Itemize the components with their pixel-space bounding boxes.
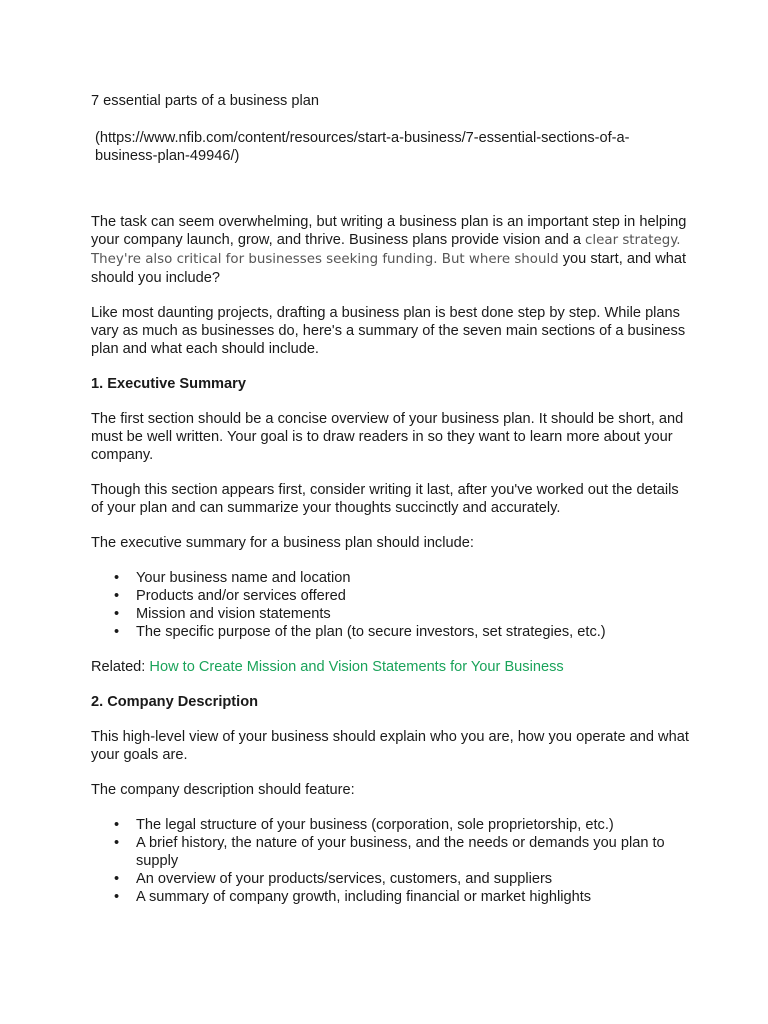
list-item: • A brief history, the nature of your business, and the needs or demands you plan to supply: [91, 834, 691, 870]
intro-text-b: clear strategy. They're also critical for businesses seeking funding. But where should: [91, 233, 681, 267]
document-page: [91, 92, 691, 923]
list-item: • A summary of company growth, including financial or market highlights: [91, 888, 691, 906]
document-title: 7 essential parts of a business plan: [91, 93, 319, 109]
intro-text-c: you start, and what should you include?: [91, 251, 687, 286]
list-item: • The legal structure of your business (corporation, sole proprietorship, etc.): [91, 816, 691, 834]
executive-summary-paragraph-3: The executive summary for a business plan should include:: [91, 535, 474, 551]
related-link[interactable]: How to Create Mission and Vision Statements for Your Business: [149, 659, 564, 675]
related-line: [91, 658, 691, 676]
intro-text-a: The task can seem overwhelming, but writing a business plan is an important step in helping your company launch, grow, and thrive. Business plans provide vision and a: [91, 214, 687, 248]
section-heading-company-description: 2. Company Description: [91, 694, 259, 710]
related-label: Related:: [91, 659, 146, 675]
source-url: (https://www.nfib.com/content/resources/start-a-business/7-essential-sections-of-a-business-plan-49946/): [95, 130, 630, 164]
intro-paragraph: [91, 213, 691, 287]
list-item: • An overview of your products/services, customers, and suppliers: [91, 870, 691, 888]
section-heading-executive-summary: 1. Executive Summary: [91, 376, 246, 392]
company-description-paragraph-2: The company description should feature:: [91, 782, 355, 798]
list-item: • Your business name and location: [91, 569, 691, 587]
company-description-paragraph-1: This high-level view of your business should explain who you are, how you operate and what your goals are.: [91, 729, 689, 763]
overview-paragraph: Like most daunting projects, drafting a business plan is best done step by step. While plans vary as much as businesses do, here's a summary of the seven main sections of a business plan and what each should include.: [91, 305, 686, 357]
company-description-list: [91, 816, 691, 906]
executive-summary-paragraph-1: The first section should be a concise overview of your business plan. It should be short, and must be well written. Your goal is to draw readers in so they want to learn more about your company.: [91, 411, 684, 463]
list-item: • Mission and vision statements: [91, 605, 691, 623]
list-item: • Products and/or services offered: [91, 587, 691, 605]
executive-summary-paragraph-2: Though this section appears first, consider writing it last, after you've worked out the details of your plan and can summarize your thoughts succinctly and accurately.: [91, 482, 679, 516]
list-item: • The specific purpose of the plan (to secure investors, set strategies, etc.): [91, 623, 691, 641]
executive-summary-list: [91, 569, 691, 641]
